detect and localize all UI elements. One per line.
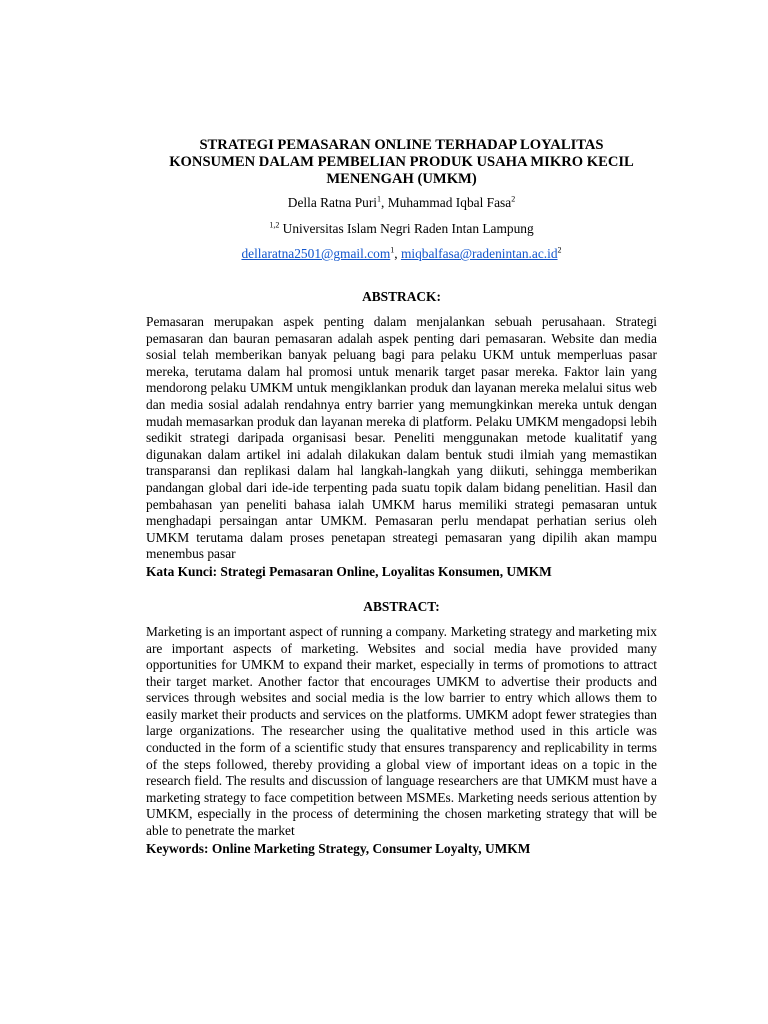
paper-title: STRATEGI PEMASARAN ONLINE TERHADAP LOYALITAS KONSUMEN DALAM PEMBELIAN PRODUK USAHA MIKRO KECIL MENENGAH (UMKM): [169, 137, 634, 187]
email-sup-1: 1: [390, 245, 395, 255]
email-line: [146, 245, 657, 262]
abstract-id-body: Pemasaran merupakan aspek penting dalam menjalankan sebuah perusahaan. Strategi pemasaran dan bauran pemasaran adalah aspek penting dari pemasaran. Website dan media sosial telah memberikan banyak peluang bagi para pelaku UKM untuk memperluas pasar mereka, terutama dalam hal promosi untuk menarik target pasar mereka. Faktor lain yang mendorong pelaku UMKM untuk mengiklankan produk dan layanan mereka melalui situs web dan media sosial adalah rendahnya entry barrier yang memungkinkan mereka untuk dengan mudah memasarkan produk dan layanan mereka di platform. Pelaku UMKM mengadopsi lebih sedikit strategi daripada organisasi besar. Peneliti menggunakan metode kualitatif yang digunakan dalam artikel ini adalah dilakukan dalam bentuk studi ilmiah yang memastikan transparansi dan replikasi dalam hal langkah-langkah yang diikuti, sehingga memberikan pandangan global dari ide-ide terpenting pada suatu topik dalam bidang penelitian. Hasil dan pembahasan yan peneliti bahasa ialah UMKM harus memiliki strategi pemasaran untuk menghadapi persaingan antar UMKM. Pemasaran perlu mendapat perhatian serius oleh UMKM terutama dalam proses penetapan streategi pemasaran yang dipilih akan mampu menembus pasar: [146, 314, 657, 562]
abstract-en-heading: ABSTRACT:: [363, 598, 440, 614]
author-separator: ,: [381, 195, 388, 210]
email-link-1[interactable]: dellaratna2501@gmail.com: [241, 246, 391, 261]
author-name-2: Muhammad Iqbal Fasa: [387, 195, 512, 210]
author-line: [146, 194, 657, 211]
keywords-en: Keywords: Online Marketing Strategy, Consumer Loyalty, UMKM: [146, 840, 531, 856]
email-separator: ,: [394, 246, 401, 261]
affiliation-line: [146, 220, 657, 237]
abstract-id-heading: ABSTRACK:: [362, 289, 441, 304]
author-sup-2: 2: [511, 194, 516, 204]
affiliation-text: Universitas Islam Negri Raden Intan Lampung: [282, 221, 534, 236]
email-link-2[interactable]: miqbalfasa@radenintan.ac.id: [400, 246, 558, 261]
email-sup-2: 2: [557, 245, 562, 255]
keywords-id: Kata Kunci: Strategi Pemasaran Online, Loyalitas Konsumen, UMKM: [146, 563, 552, 579]
author-name-1: Della Ratna Puri: [287, 195, 378, 210]
affiliation-sup: 1,2: [269, 220, 280, 230]
paper-page: [146, 137, 657, 857]
author-sup-1: 1: [377, 194, 382, 204]
abstract-en-body: Marketing is an important aspect of running a company. Marketing strategy and marketing mix are important aspects of marketing. Websites and social media have provided many opportunities for UMKM to expand their market, especially in terms of promotions to attract their target market. Another factor that encourages UMKM to advertise their products and services through websites and social media is the low barrier to entry which allows them to easily market their products and services on the platforms. UMKM adopt fewer strategies than large organizations. The researcher using the qualitative method used in this article was conducted in the form of a scientific study that ensures transparency and replicability in terms of the steps followed, thereby providing a global view of important ideas on a topic in the research field. The results and discussion of language researchers are that UMKM must have a marketing strategy to face competition between MSMEs. Marketing needs serious attention by UMKM, especially in the process of determining the chosen marketing strategy that will be able to penetrate the market: [146, 623, 657, 839]
